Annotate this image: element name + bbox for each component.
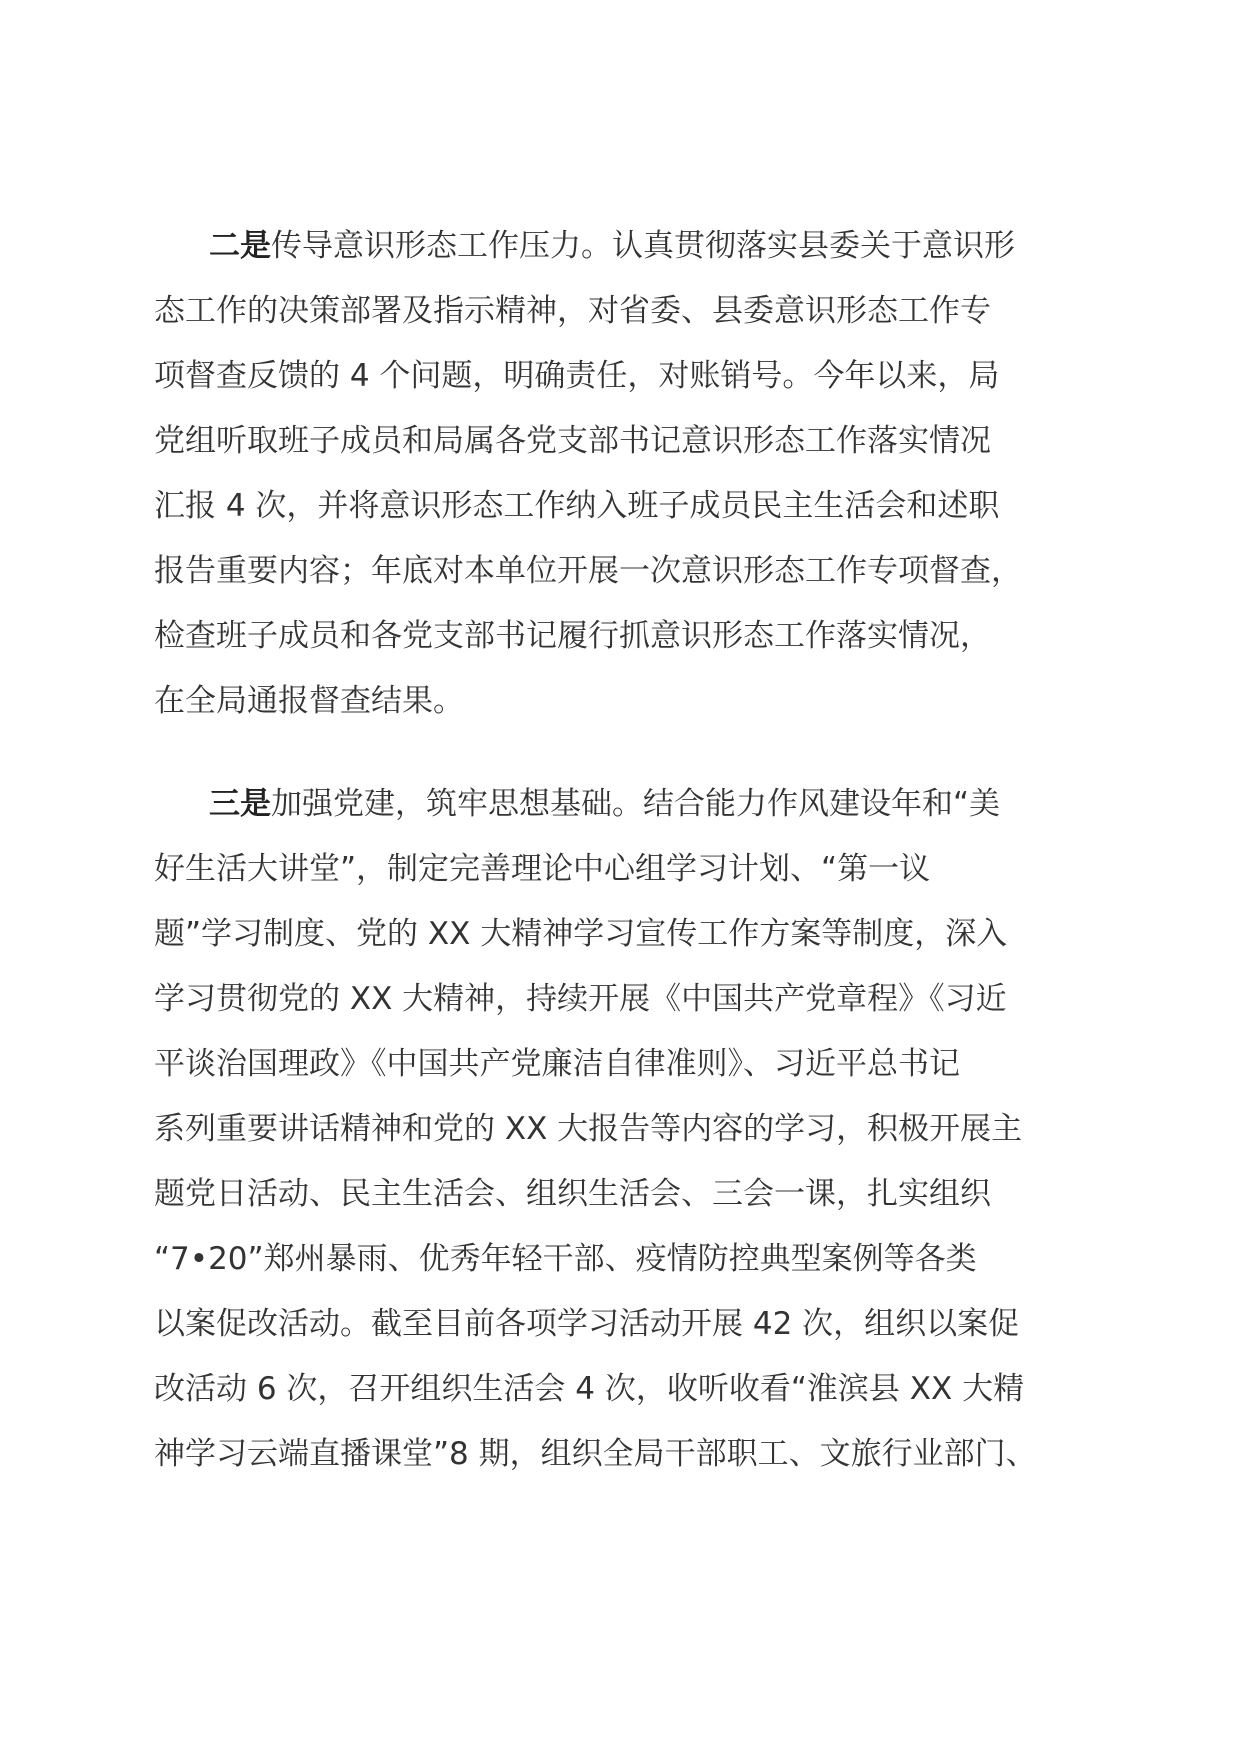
paragraph-line: 检查班子成员和各党支部书记履行抓意识形态工作落实情况，	[154, 618, 991, 654]
paragraph-lead: 二是	[209, 228, 271, 264]
paragraph-line	[154, 214, 1114, 279]
paragraph-line: 报告重要内容；年底对本单位开展一次意识形态工作专项督查，	[154, 553, 1022, 589]
paragraph-line: 神学习云端直播课堂”8 期，组织全局干部职工、文旅行业部门、	[154, 1436, 1037, 1472]
paragraph-line: 好生活大讲堂”，制定完善理论中心组学习计划、“第一议	[154, 851, 931, 887]
paragraph-line: 以案促改活动。截至目前各项学习活动开展 42 次，组织以案促	[154, 1306, 1020, 1342]
paragraph-lead: 三是	[209, 786, 271, 822]
paragraph-party-building	[154, 772, 1114, 1487]
paragraph-line: 改活动 6 次，召开组织生活会 4 次，收听收看“淮滨县 XX 大精	[154, 1371, 1025, 1407]
paragraph-line: “7•20”郑州暴雨、优秀年轻干部、疫情防控典型案例等各类	[154, 1241, 977, 1277]
paragraph-line: 态工作的决策部署及指示精神，对省委、县委意识形态工作专	[154, 293, 991, 329]
paragraph-line	[154, 772, 1114, 837]
paragraph-line: 学习贯彻党的 XX 大精神，持续开展《中国共产党章程》《习近	[154, 981, 1007, 1017]
paragraph-ideology-pressure	[154, 214, 1114, 734]
paragraph-line-text: 加强党建，筑牢思想基础。结合能力作风建设年和“美	[271, 786, 1001, 822]
paragraph-line: 题”学习制度、党的 XX 大精神学习宣传工作方案等制度，深入	[154, 916, 1008, 952]
paragraph-line: 在全局通报督查结果。	[154, 683, 464, 719]
paragraph-line: 题党日活动、民主生活会、组织生活会、三会一课，扎实组织	[154, 1176, 991, 1212]
paragraph-line: 项督查反馈的 4 个问题，明确责任，对账销号。今年以来，局	[154, 358, 1000, 394]
paragraph-line: 系列重要讲话精神和党的 XX 大报告等内容的学习，积极开展主	[154, 1111, 1023, 1147]
paragraph-line: 党组听取班子成员和局属各党支部书记意识形态工作落实情况	[154, 423, 991, 459]
paragraph-line-text: 传导意识形态工作压力。认真贯彻落实县委关于意识形	[271, 228, 1015, 264]
paragraph-line: 平谈治国理政》《中国共产党廉洁自律准则》、习近平总书记	[154, 1046, 960, 1082]
paragraph-line: 汇报 4 次，并将意识形态工作纳入班子成员民主生活会和述职	[154, 488, 1000, 524]
